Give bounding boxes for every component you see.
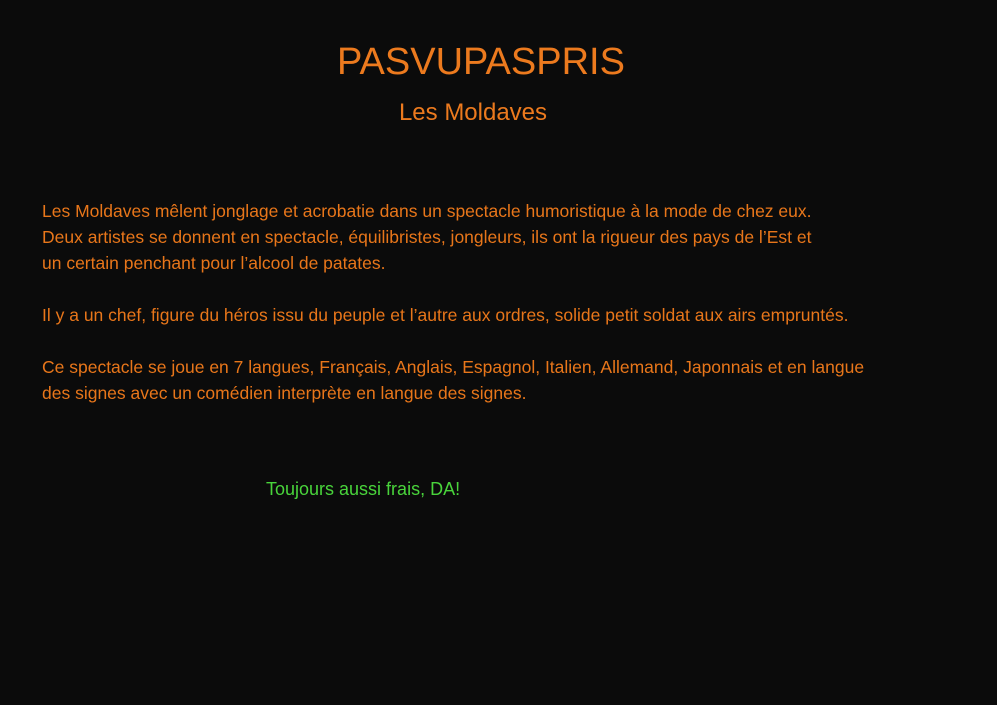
- page-title: PASVUPASPRIS: [337, 41, 625, 83]
- page-subtitle: Les Moldaves: [398, 99, 548, 126]
- tagline: Toujours aussi frais, DA!: [266, 479, 461, 499]
- text-line: Ce spectacle se joue en 7 langues, Français, Anglais, Espagnol, Italien, Allemand, Japonnais et en langue: [42, 357, 865, 377]
- description-body: [42, 198, 972, 432]
- text-line: des signes avec un comédien interprète en langue des signes.: [42, 383, 527, 403]
- text-line: Les Moldaves mêlent jonglage et acrobatie dans un spectacle humoristique à la mode de chez eux.: [42, 201, 812, 221]
- paragraph-characters: [42, 302, 972, 328]
- paragraph-languages: [42, 354, 972, 406]
- paragraph-intro: [42, 198, 972, 276]
- text-line: un certain penchant pour l’alcool de patates.: [42, 253, 386, 273]
- text-line: Deux artistes se donnent en spectacle, équilibristes, jongleurs, ils ont la rigueur des pays de l’Est et: [42, 227, 812, 247]
- text-line: Il y a un chef, figure du héros issu du peuple et l’autre aux ordres, solide petit soldat aux airs empruntés.: [42, 305, 849, 325]
